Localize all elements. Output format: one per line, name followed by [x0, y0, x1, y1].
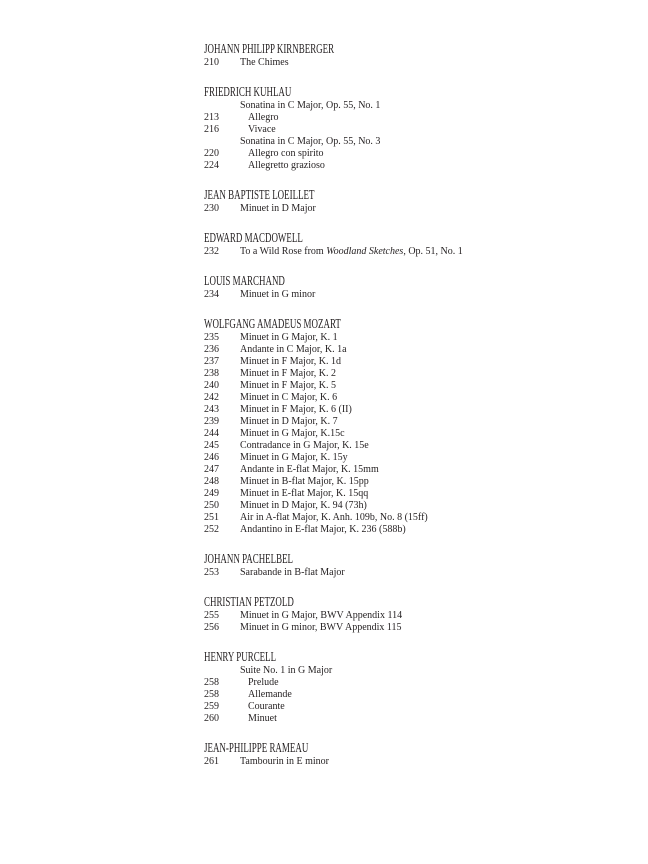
piece-title: Tambourin in E minor	[240, 756, 330, 767]
page-number: 246	[204, 452, 219, 463]
piece-title: Minuet in F Major, K. 6 (II)	[240, 404, 352, 415]
piece-title: Sonatina in C Major, Op. 55, No. 3	[240, 136, 381, 147]
piece-title: Andantino in E-flat Major, K. 236 (588b)	[240, 524, 406, 535]
toc-entry	[204, 440, 604, 452]
composer-heading: JEAN BAPTISTE LOEILLET	[204, 188, 315, 203]
piece-title: Minuet in D Major, K. 7	[240, 416, 338, 427]
page-number: 243	[204, 404, 219, 415]
piece-title: Minuet in G Major, K.15c	[240, 428, 345, 439]
page-number: 258	[204, 677, 219, 688]
toc-entry	[204, 677, 604, 689]
composer-section	[204, 553, 604, 579]
toc-entry	[204, 344, 604, 356]
toc-entry	[204, 148, 604, 160]
composer-heading: JEAN-PHILIPPE RAMEAU	[204, 741, 309, 756]
composer-section	[204, 596, 604, 634]
piece-title: Minuet in G Major, K. 15y	[240, 452, 348, 463]
piece-title: Contradance in G Major, K. 15e	[240, 440, 369, 451]
piece-title: Air in A-flat Major, K. Anh. 109b, No. 8 (15ff)	[240, 512, 428, 523]
page-number: 245	[204, 440, 219, 451]
page-number: 239	[204, 416, 219, 427]
piece-title: Prelude	[248, 677, 279, 688]
composer-heading: CHRISTIAN PETZOLD	[204, 595, 294, 610]
page-number: 255	[204, 610, 219, 621]
page-number: 249	[204, 488, 219, 499]
page-number: 240	[204, 380, 219, 391]
toc-entry	[204, 610, 604, 622]
composer-section	[204, 742, 604, 768]
piece-title: Minuet in F Major, K. 2	[240, 368, 336, 379]
page-number: 247	[204, 464, 219, 475]
composer-section	[204, 318, 604, 536]
page-number: 258	[204, 689, 219, 700]
composer-section	[204, 275, 604, 301]
page-number: 224	[204, 160, 219, 171]
composer-section	[204, 189, 604, 215]
page-number: 256	[204, 622, 219, 633]
composer-heading: JOHANN PHILIPP KIRNBERGER	[204, 42, 335, 57]
piece-title: Minuet in D Major, K. 94 (73h)	[240, 500, 367, 511]
title-part: To a Wild Rose from	[240, 246, 327, 257]
piece-title	[240, 246, 463, 258]
toc-entry	[204, 368, 604, 380]
page-number: 250	[204, 500, 219, 511]
toc-entry	[204, 567, 604, 579]
composer-section	[204, 43, 604, 69]
title-part: , Op. 51, No. 1	[403, 246, 463, 257]
page-number: 210	[204, 57, 219, 68]
piece-title: Minuet in F Major, K. 5	[240, 380, 336, 391]
piece-title: Minuet in G Major, BWV Appendix 114	[240, 610, 403, 621]
composer-heading: JOHANN PACHELBEL	[204, 552, 294, 567]
piece-title: Minuet in F Major, K. 1d	[240, 356, 341, 367]
page-number: 248	[204, 476, 219, 487]
piece-title: Suite No. 1 in G Major	[240, 665, 333, 676]
page-number: 234	[204, 289, 219, 300]
composer-heading: HENRY PURCELL	[204, 650, 277, 665]
toc-entry	[204, 332, 604, 344]
piece-title: The Chimes	[240, 57, 289, 68]
composer-heading: LOUIS MARCHAND	[204, 274, 285, 289]
toc-entry	[204, 488, 604, 500]
piece-title: Andante in C Major, K. 1a	[240, 344, 347, 355]
toc-entry	[204, 500, 604, 512]
work-group-heading	[204, 665, 604, 677]
toc-entry	[204, 713, 604, 725]
piece-title: Courante	[248, 701, 285, 712]
page-number: 252	[204, 524, 219, 535]
toc-entry	[204, 524, 604, 536]
composer-section	[204, 232, 604, 258]
italic-collection-title: Woodland Sketches	[326, 246, 404, 257]
page-number: 261	[204, 756, 219, 767]
toc-entry	[204, 380, 604, 392]
toc-entry	[204, 689, 604, 701]
page-number: 251	[204, 512, 219, 523]
toc-entry	[204, 701, 604, 713]
table-of-contents	[204, 43, 604, 768]
toc-entry	[204, 57, 604, 69]
toc-entry	[204, 112, 604, 124]
page-number: 213	[204, 112, 219, 123]
work-group-heading	[204, 136, 604, 148]
piece-title: Allegretto grazioso	[248, 160, 325, 171]
piece-title: Vivace	[248, 124, 276, 135]
page-number: 259	[204, 701, 219, 712]
piece-title: Minuet in G minor, BWV Appendix 115	[240, 622, 402, 633]
toc-entry	[204, 246, 604, 258]
piece-title: Sonatina in C Major, Op. 55, No. 1	[240, 100, 381, 111]
composer-heading: FRIEDRICH KUHLAU	[204, 85, 292, 100]
composer-heading: EDWARD MACDOWELL	[204, 231, 303, 246]
toc-entry	[204, 160, 604, 172]
piece-title: Allegro	[248, 112, 279, 123]
toc-entry	[204, 203, 604, 215]
composer-section	[204, 651, 604, 725]
work-group-heading	[204, 100, 604, 112]
toc-entry	[204, 124, 604, 136]
page-number: 220	[204, 148, 219, 159]
page-number: 244	[204, 428, 219, 439]
toc-entry	[204, 428, 604, 440]
toc-entry	[204, 622, 604, 634]
toc-entry	[204, 392, 604, 404]
piece-title: Minuet	[248, 713, 277, 724]
toc-entry	[204, 464, 604, 476]
piece-title: Minuet in D Major	[240, 203, 316, 214]
page-number: 253	[204, 567, 219, 578]
toc-entry	[204, 756, 604, 768]
page-number: 238	[204, 368, 219, 379]
piece-title: Minuet in G Major, K. 1	[240, 332, 338, 343]
piece-title: Minuet in E-flat Major, K. 15qq	[240, 488, 369, 499]
page-number: 260	[204, 713, 219, 724]
page-number: 236	[204, 344, 219, 355]
composer-section	[204, 86, 604, 172]
piece-title: Allegro con spirito	[248, 148, 324, 159]
page-number: 230	[204, 203, 219, 214]
piece-title: Minuet in G minor	[240, 289, 316, 300]
toc-entry	[204, 512, 604, 524]
composer-heading: WOLFGANG AMADEUS MOZART	[204, 317, 341, 332]
toc-entry	[204, 289, 604, 301]
page-number: 242	[204, 392, 219, 403]
piece-title: Sarabande in B-flat Major	[240, 567, 345, 578]
piece-title: Minuet in B-flat Major, K. 15pp	[240, 476, 369, 487]
page-number: 216	[204, 124, 219, 135]
piece-title: Minuet in C Major, K. 6	[240, 392, 338, 403]
piece-title: Allemande	[248, 689, 292, 700]
toc-entry	[204, 476, 604, 488]
toc-entry	[204, 452, 604, 464]
toc-entry	[204, 404, 604, 416]
toc-entry	[204, 356, 604, 368]
page-number: 237	[204, 356, 219, 367]
page-number: 232	[204, 246, 219, 257]
page-number: 235	[204, 332, 219, 343]
piece-title: Andante in E-flat Major, K. 15mm	[240, 464, 379, 475]
toc-entry	[204, 416, 604, 428]
